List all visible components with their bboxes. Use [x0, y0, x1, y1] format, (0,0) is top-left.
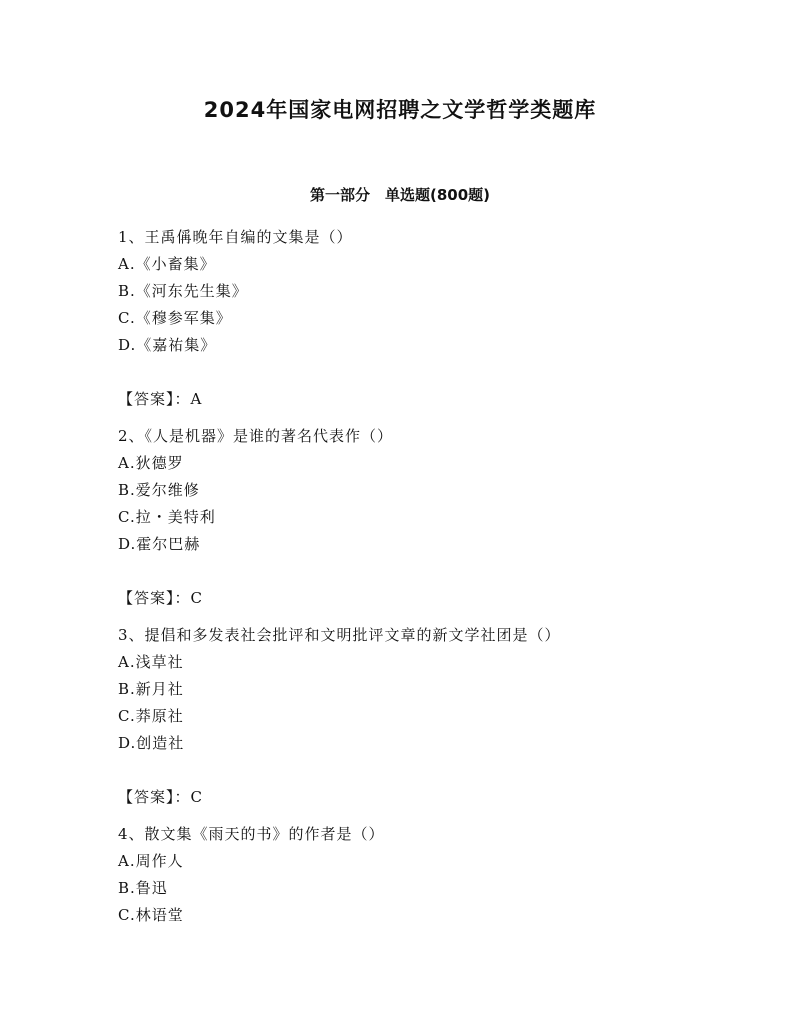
option-a: A.《小畜集》: [118, 255, 216, 273]
question-item: [118, 821, 718, 929]
option-a: A.周作人: [118, 852, 184, 870]
question-stem: 2、《人是机器》是谁的著名代表作（）: [118, 427, 394, 445]
option-b: B.新月社: [118, 680, 184, 698]
option-c: C.莽原社: [118, 707, 184, 725]
option-a: A.狄德罗: [118, 454, 184, 472]
option-b: B.《河东先生集》: [118, 282, 248, 300]
option-d: D.霍尔巴赫: [118, 535, 201, 553]
option-b: B.鲁迅: [118, 879, 168, 897]
question-stem: 4、散文集《雨天的书》的作者是（）: [118, 825, 385, 843]
question-item: [118, 224, 718, 413]
answer-line: 【答案】：C: [118, 788, 203, 806]
document-title: 2024年国家电网招聘之文学哲学类题库: [203, 98, 597, 122]
question-item: [118, 423, 718, 612]
question-stem: 3、提倡和多发表社会批评和文明批评文章的新文学社团是（）: [118, 626, 561, 644]
question-stem: 1、王禹偁晚年自编的文集是（）: [118, 228, 353, 246]
option-a: A.浅草社: [118, 653, 184, 671]
option-c: C.《穆参军集》: [118, 309, 232, 327]
answer-line: 【答案】：A: [118, 390, 203, 408]
option-c: C.林语堂: [118, 906, 184, 924]
option-c: C.拉・美特利: [118, 508, 216, 526]
option-d: D.创造社: [118, 734, 185, 752]
option-d: D.《嘉祐集》: [118, 336, 217, 354]
question-item: [118, 622, 718, 811]
option-b: B.爱尔维修: [118, 481, 200, 499]
question-list: [118, 224, 718, 929]
answer-line: 【答案】：C: [118, 589, 203, 607]
section-title: 第一部分 单选题(800题): [309, 186, 491, 204]
